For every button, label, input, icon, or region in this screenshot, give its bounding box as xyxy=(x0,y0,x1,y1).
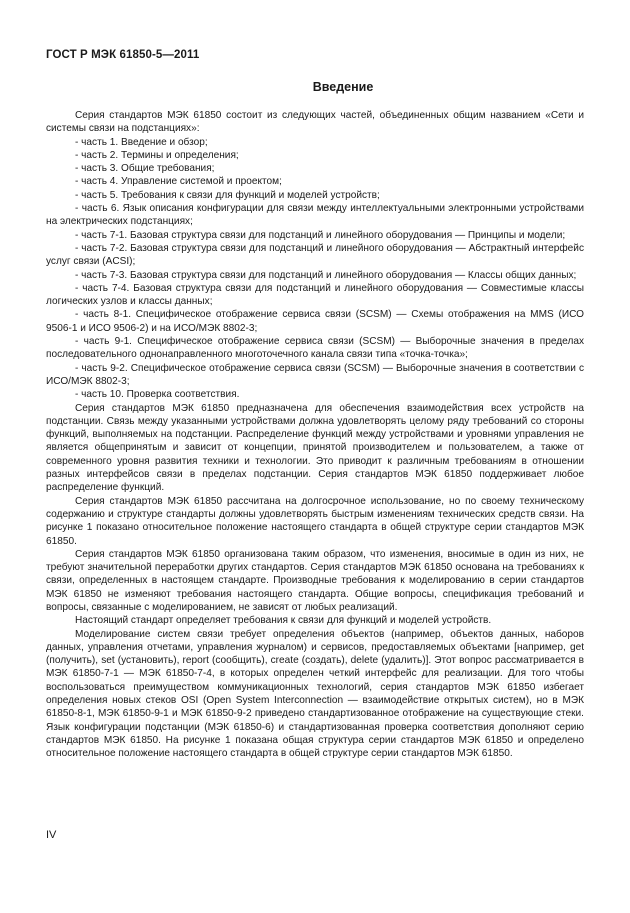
body-paragraph: Серия стандартов МЭК 61850 организована таким образом, что изменения, вносимые в один из них, не требуют значительной переработки других стандартов. Серия стандартов МЭК 61850 основана на требованиях к связи, определенных в настоящем стандарте. Производные требования к моделированию в серии стандартов МЭК 61850 не изменяют требования настоящего стандарта. Общие вопросы, спецификация требований и вопросы, связанные с моделированием, не зависят от любых реализаций. xyxy=(46,548,584,613)
list-item: - часть 9-2. Специфическое отображение сервиса связи (SCSM) — Выборочные значения в соответствии с ИСО/МЭК 8802-3; xyxy=(46,362,584,387)
body-paragraph: Серия стандартов МЭК 61850 рассчитана на долгосрочное использование, но по своему техническому содержанию и структуре стандарты должны удовлетворять быстрым изменениям технических средств связи. На рисунке 1 показано относительное положение настоящего стандарта в общей структуре серии стандартов МЭК 61850. xyxy=(46,495,584,547)
list-item: - часть 9-1. Специфическое отображение сервиса связи (SCSM) — Выборочные значения в пределах последовательного однонаправленного многоточечного канала связи типа «точка-точка»; xyxy=(46,336,584,361)
body-paragraph: Серия стандартов МЭК 61850 предназначена для обеспечения взаимодействия всех устройств на подстанции. Связь между указанными устройствами должна удовлетворять целому ряду требований со стороны функций, выполняемых на подстанции. Распределение функций между устройствами и уровнями управления не является общепринятым и зависит от концепции, принятой производителем и пользователем, а также от современного уровня развития техники и технологии. Это приводит к различным требованиям в отношении разных интерфейсов связи в пределах подстанции. Серия стандартов МЭК 61850 поддерживает любое распределение функций. xyxy=(46,402,584,494)
list-item: - часть 8-1. Специфическое отображение сервиса связи (SCSM) — Схемы отображения на MMS (ИСО 9506-1 и ИСО 9506-2) и на ИСО/МЭК 8802-3; xyxy=(46,309,584,334)
page-number: IV xyxy=(46,829,57,841)
list-item: - часть 2. Термины и определения; xyxy=(75,149,239,161)
document-body xyxy=(46,109,584,761)
list-item: - часть 7-3. Базовая структура связи для подстанций и линейного оборудования — Классы общих данных; xyxy=(75,269,577,281)
list-item: - часть 6. Язык описания конфигурации для связи между интеллектуальными электронными устройствами на электрических подстанциях; xyxy=(46,203,584,228)
list-item: - часть 7-2. Базовая структура связи для подстанций и линейного оборудования — Абстрактный интерфейс услуг связи (ACSI); xyxy=(46,242,584,268)
list-item: - часть 3. Общие требования; xyxy=(75,163,215,175)
standard-header: ГОСТ Р МЭК 61850-5—2011 xyxy=(46,49,200,61)
list-item: - часть 7-1. Базовая структура связи для подстанций и линейного оборудования — Принципы и модели; xyxy=(75,229,566,241)
list-item: - часть 7-4. Базовая структура связи для подстанций и линейного оборудования — Совместимые классы логических узлов и классы данных; xyxy=(46,282,584,308)
intro-paragraph: Серия стандартов МЭК 61850 состоит из следующих частей, объединенных общим названием «Сети и системы связи на подстанциях»: xyxy=(46,110,584,135)
list-item: - часть 5. Требования к связи для функций и моделей устройств; xyxy=(75,189,380,201)
body-paragraph: Моделирование систем связи требует определения объектов (например, объектов данных, наборов данных, управления отчетами, управления журналом) и сервисов, предоставляемых объектами [например, get (получить), set (установить), report (сообщить), create (создать), delete (удалить)]. Этот вопрос рассматривается в МЭК 61850-7-1 — МЭК 61850-7-4, в которых определен четкий интерфейс для реализации. Для того чтобы воспользоваться преимуществом коммуникационных технологий, серия стандартов МЭК 61850 избегает определения новых стеков OSI (Open System Interconnection — взаимодействие открытых систем), но в МЭК 61850-8-1, МЭК 61850-9-1 и МЭК 61850-9-2 приведено стандартизованное отображение на существующие стеки. Язык конфигурации подстанции (МЭК 61850-6) и стандартизованная проверка соответствия дополняют серию стандартов МЭК 61850. На рисунке 1 показана общая структура серии стандартов МЭК 61850 и определено относительное положение настоящего стандарта в общей структуре серии стандартов МЭК 61850. xyxy=(46,628,584,760)
body-paragraph: Настоящий стандарт определяет требования к связи для функций и моделей устройств. xyxy=(75,615,492,627)
section-title: Введение xyxy=(312,80,374,94)
list-item: - часть 10. Проверка соответствия. xyxy=(75,389,240,401)
list-item: - часть 4. Управление системой и проектом; xyxy=(75,176,282,188)
list-item: - часть 1. Введение и обзор; xyxy=(75,136,208,148)
